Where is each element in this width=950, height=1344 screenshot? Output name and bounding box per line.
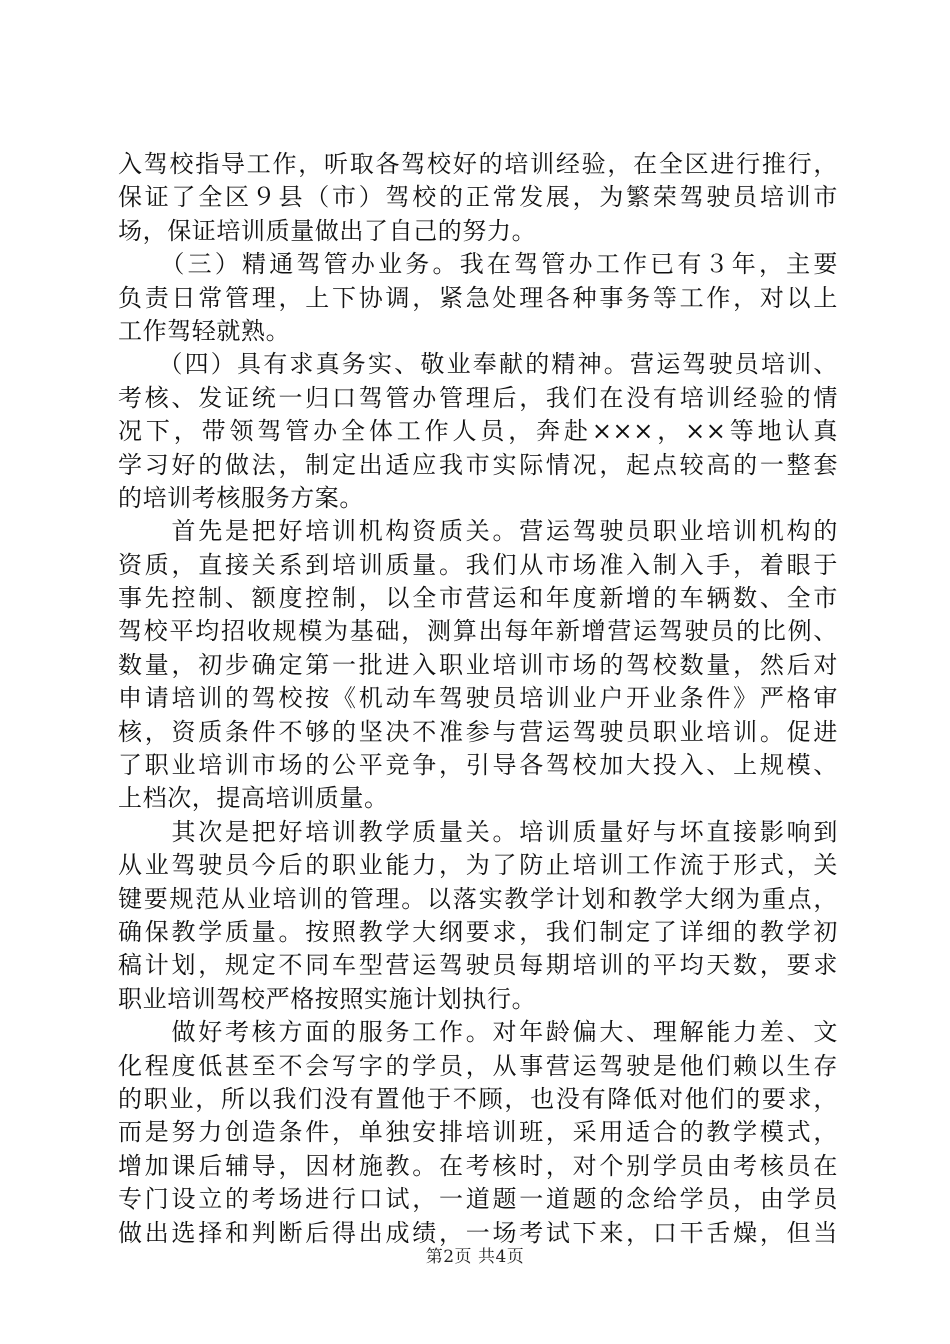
text-line: 而是努力创造条件，单独安排培训班，采用适合的教学模式， (118, 1118, 838, 1147)
text-line: 化程度低甚至不会写字的学员，从事营运驾驶是他们赖以生存 (118, 1051, 838, 1080)
document-body (118, 148, 838, 1250)
text-line: 考核、发证统一归口驾管办管理后，我们在没有培训经验的情 (118, 383, 838, 412)
text-line: 入驾校指导工作，听取各驾校好的培训经验，在全区进行推行， (118, 150, 838, 178)
text-line: （四）具有求真务实、敬业奉献的精神。营运驾驶员培训、 (118, 350, 838, 379)
text-line: 学习好的做法，制定出适应我市实际情况，起点较高的一整套 (118, 450, 838, 479)
page-footer: 第2页 共4页 (425, 1247, 525, 1267)
text-line: 核，资质条件不够的坚决不准参与营运驾驶员职业培训。促进 (118, 717, 838, 746)
text-line: 的职业，所以我们没有置他于不顾，也没有降低对他们的要求， (118, 1084, 838, 1113)
text-line: 确保教学质量。按照教学大纲要求，我们制定了详细的教学初 (118, 917, 838, 946)
text-line: 负责日常管理，上下协调，紧急处理各种事务等工作，对以上 (118, 283, 838, 312)
text-line: 从业驾驶员今后的职业能力，为了防止培训工作流于形式，关 (118, 851, 838, 880)
text-line: （三）精通驾管办业务。我在驾管办工作已有３年，主要 (118, 250, 838, 279)
text-line: 了职业培训市场的公平竞争，引导各驾校加大投入、上规模、 (118, 751, 838, 780)
text-line: 键要规范从业培训的管理。以落实教学计划和教学大纲为重点， (118, 884, 838, 913)
text-line: 做好考核方面的服务工作。对年龄偏大、理解能力差、文 (118, 1018, 838, 1047)
text-line: 保证了全区９县（市）驾校的正常发展，为繁荣驾驶员培训市 (118, 183, 838, 212)
text-line: 职业培训驾校严格按照实施计划执行。 (118, 984, 537, 1013)
text-line: 稿计划，规定不同车型营运驾驶员每期培训的平均天数，要求 (118, 951, 838, 980)
text-line: 数量，初步确定第一批进入职业培训市场的驾校数量，然后对 (118, 650, 838, 679)
text-line: 的培训考核服务方案。 (118, 483, 364, 512)
text-line: 上档次，提高培训质量。 (118, 784, 389, 813)
text-line: 首先是把好培训机构资质关。营运驾驶员职业培训机构的 (118, 517, 838, 546)
text-line: 事先控制、额度控制，以全市营运和年度新增的车辆数、全市 (118, 584, 838, 613)
text-line: 专门设立的考场进行口试，一道题一道题的念给学员，由学员 (118, 1185, 838, 1214)
text-line: 工作驾轻就熟。 (118, 316, 291, 345)
text-line: 驾校平均招收规模为基础，测算出每年新增营运驾驶员的比例、 (118, 617, 838, 646)
text-line: 申请培训的驾校按《机动车驾驶员培训业户开业条件》严格审 (118, 684, 838, 713)
text-line: 资质，直接关系到培训质量。我们从市场准入制入手，着眼于 (118, 550, 838, 579)
text-line: 增加课后辅导，因材施教。在考核时，对个别学员由考核员在 (118, 1151, 838, 1180)
text-line: 场，保证培训质量做出了自己的努力。 (118, 216, 537, 245)
text-line: 况下，带领驾管办全体工作人员，奔赴×××，××等地认真 (118, 417, 838, 446)
text-line: 做出选择和判断后得出成绩，一场考试下来，口干舌燥，但当 (118, 1218, 838, 1247)
text-line: 其次是把好培训教学质量关。培训质量好与坏直接影响到 (118, 817, 838, 846)
